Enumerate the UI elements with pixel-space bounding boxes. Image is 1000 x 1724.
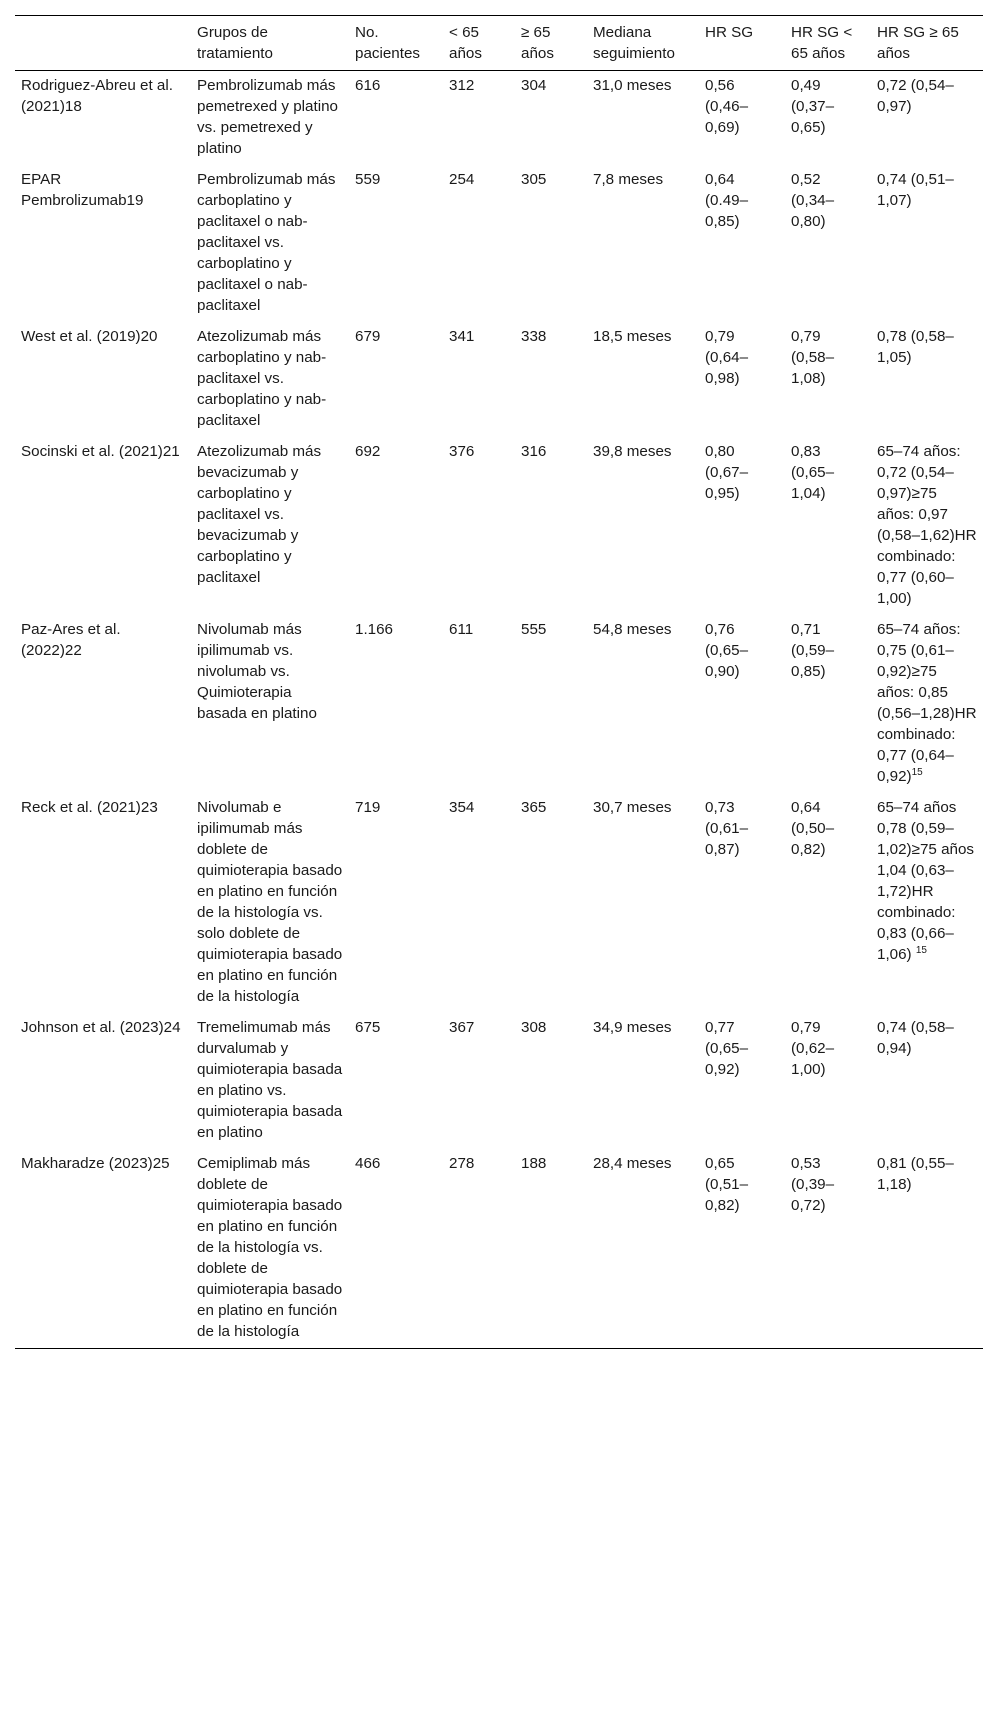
cell-over65: 365 <box>521 799 547 816</box>
table-row <box>15 165 983 322</box>
cell-hr: 0,76 (0,65–0,90) <box>705 621 749 680</box>
cell-hr: 0,56 (0,46–0,69) <box>705 77 749 136</box>
cell-patients: 719 <box>355 799 381 816</box>
cell-followup: 7,8 meses <box>593 171 664 188</box>
table-row <box>15 1013 983 1149</box>
footnote-ref: 15 <box>911 766 923 778</box>
cell-under65: 611 <box>449 621 474 638</box>
cell-patients: 692 <box>355 443 381 460</box>
results-table <box>15 15 983 1349</box>
cell-followup: 30,7 meses <box>593 799 672 816</box>
cell-patients: 675 <box>355 1019 381 1036</box>
cell-treatment: Atezolizumab más carboplatino y nab-paclitaxel vs. carboplatino y nab-paclitaxel <box>197 328 327 429</box>
cell-study: Johnson et al. (2023)24 <box>21 1019 181 1036</box>
cell-study: Reck et al. (2021)23 <box>21 799 158 816</box>
cell-patients: 466 <box>355 1155 381 1172</box>
cell-under65: 312 <box>449 77 475 94</box>
cell-hr-over65 <box>871 437 983 615</box>
header-patients: No. pacientes <box>355 24 421 62</box>
cell-study: Makharadze (2023)25 <box>21 1155 170 1172</box>
cell-treatment: Atezolizumab más bevacizumab y carboplatino y paclitaxel vs. bevacizumab y carboplatino y paclitaxel <box>197 443 322 586</box>
header-hr-over65: HR SG ≥ 65 años <box>877 24 959 62</box>
cell-study: Socinski et al. (2021)21 <box>21 443 180 460</box>
cell-study: West et al. (2019)20 <box>21 328 158 345</box>
cell-patients: 616 <box>355 77 381 94</box>
cell-hr: 0,77 (0,65–0,92) <box>705 1019 749 1078</box>
cell-hr-over65 <box>871 793 983 1013</box>
table-row <box>15 71 983 166</box>
table-row <box>15 1149 983 1349</box>
cell-over65: 308 <box>521 1019 547 1036</box>
cell-patients: 559 <box>355 171 381 188</box>
cell-treatment: Pembrolizumab más pemetrexed y platino vs. pemetrexed y platino <box>197 77 338 157</box>
table-row <box>15 437 983 615</box>
cell-patients: 1.166 <box>355 621 394 638</box>
cell-followup: 34,9 meses <box>593 1019 672 1036</box>
cell-treatment: Nivolumab más ipilimumab vs. nivolumab vs. Quimioterapia basada en platino <box>197 621 317 722</box>
hr-over65-text: 0,78 (0,58–1,05) <box>877 328 954 366</box>
hr-over65-text: 0,74 (0,51–1,07) <box>877 171 954 209</box>
cell-followup: 39,8 meses <box>593 443 672 460</box>
table-container <box>15 15 983 1349</box>
hr-over65-text: 65–74 años 0,78 (0,59–1,02)≥75 años 1,04 (0,63–1,72)HR combinado: 0,83 (0,66–1,06) <box>877 799 974 963</box>
cell-hr-over65 <box>871 615 983 793</box>
header-hr: HR SG <box>705 24 754 41</box>
cell-over65: 188 <box>521 1155 547 1172</box>
cell-over65: 338 <box>521 328 547 345</box>
cell-hr-under65: 0,83 (0,65–1,04) <box>791 443 835 502</box>
cell-hr-over65 <box>871 165 983 322</box>
cell-under65: 341 <box>449 328 475 345</box>
cell-hr-over65 <box>871 1013 983 1149</box>
cell-hr-under65: 0,79 (0,58–1,08) <box>791 328 835 387</box>
cell-study: EPAR Pembrolizumab19 <box>21 171 144 209</box>
cell-hr-under65: 0,79 (0,62–1,00) <box>791 1019 835 1078</box>
table-row <box>15 793 983 1013</box>
hr-over65-text: 65–74 años: 0,75 (0,61–0,92)≥75 años: 0,85 (0,56–1,28)HR combinado: 0,77 (0,64–0,92) <box>877 621 977 785</box>
cell-followup: 18,5 meses <box>593 328 672 345</box>
cell-hr-under65: 0,49 (0,37–0,65) <box>791 77 835 136</box>
cell-under65: 376 <box>449 443 475 460</box>
cell-over65: 304 <box>521 77 547 94</box>
cell-hr-under65: 0,53 (0,39–0,72) <box>791 1155 835 1214</box>
cell-under65: 254 <box>449 171 475 188</box>
cell-followup: 31,0 meses <box>593 77 672 94</box>
cell-hr-under65: 0,71 (0,59–0,85) <box>791 621 835 680</box>
cell-under65: 367 <box>449 1019 475 1036</box>
header-under65: < 65 años <box>449 24 482 62</box>
cell-followup: 54,8 meses <box>593 621 672 638</box>
hr-over65-text: 0,72 (0,54–0,97) <box>877 77 954 115</box>
cell-over65: 555 <box>521 621 547 638</box>
header-over65: ≥ 65 años <box>521 24 554 62</box>
cell-followup: 28,4 meses <box>593 1155 672 1172</box>
hr-over65-text: 0,81 (0,55–1,18) <box>877 1155 954 1193</box>
cell-hr: 0,80 (0,67–0,95) <box>705 443 749 502</box>
cell-hr-under65: 0,52 (0,34–0,80) <box>791 171 835 230</box>
footnote-ref: 15 <box>915 944 927 956</box>
cell-hr-over65 <box>871 322 983 437</box>
header-study <box>15 16 191 71</box>
cell-under65: 278 <box>449 1155 475 1172</box>
header-followup: Mediana seguimiento <box>593 24 675 62</box>
cell-over65: 305 <box>521 171 547 188</box>
hr-over65-text: 0,74 (0,58–0,94) <box>877 1019 954 1057</box>
header-treatment: Grupos de tratamiento <box>197 24 273 62</box>
cell-treatment: Cemiplimab más doblete de quimioterapia basado en platino en función de la histología vs. doblete de quimioterapia basado en platino en función de la histología <box>197 1155 343 1340</box>
cell-hr-over65 <box>871 71 983 166</box>
cell-treatment: Tremelimumab más durvalumab y quimioterapia basada en platino vs. quimioterapia basada en platino <box>197 1019 343 1141</box>
table-row <box>15 615 983 793</box>
cell-hr: 0,64 (0.49–0,85) <box>705 171 749 230</box>
cell-hr-under65: 0,64 (0,50–0,82) <box>791 799 835 858</box>
cell-hr: 0,73 (0,61–0,87) <box>705 799 749 858</box>
cell-study: Rodriguez-Abreu et al. (2021)18 <box>21 77 173 115</box>
cell-treatment: Nivolumab e ipilimumab más doblete de quimioterapia basado en platino en función de la histología vs. solo doblete de quimioterapia basado en platino en función de la histología <box>197 799 343 1005</box>
hr-over65-text: 65–74 años: 0,72 (0,54–0,97)≥75 años: 0,97 (0,58–1,62)HR combinado: 0,77 (0,60–1,00) <box>877 443 977 607</box>
cell-over65: 316 <box>521 443 547 460</box>
cell-treatment: Pembrolizumab más carboplatino y paclitaxel o nab-paclitaxel vs. carboplatino y paclitaxel o nab-paclitaxel <box>197 171 336 314</box>
header-row <box>15 16 983 71</box>
table-row <box>15 322 983 437</box>
cell-hr-over65 <box>871 1149 983 1349</box>
header-hr-under65: HR SG < 65 años <box>791 24 853 62</box>
cell-hr: 0,65 (0,51–0,82) <box>705 1155 749 1214</box>
cell-study: Paz-Ares et al. (2022)22 <box>21 621 121 659</box>
cell-hr: 0,79 (0,64–0,98) <box>705 328 749 387</box>
cell-patients: 679 <box>355 328 381 345</box>
cell-under65: 354 <box>449 799 475 816</box>
